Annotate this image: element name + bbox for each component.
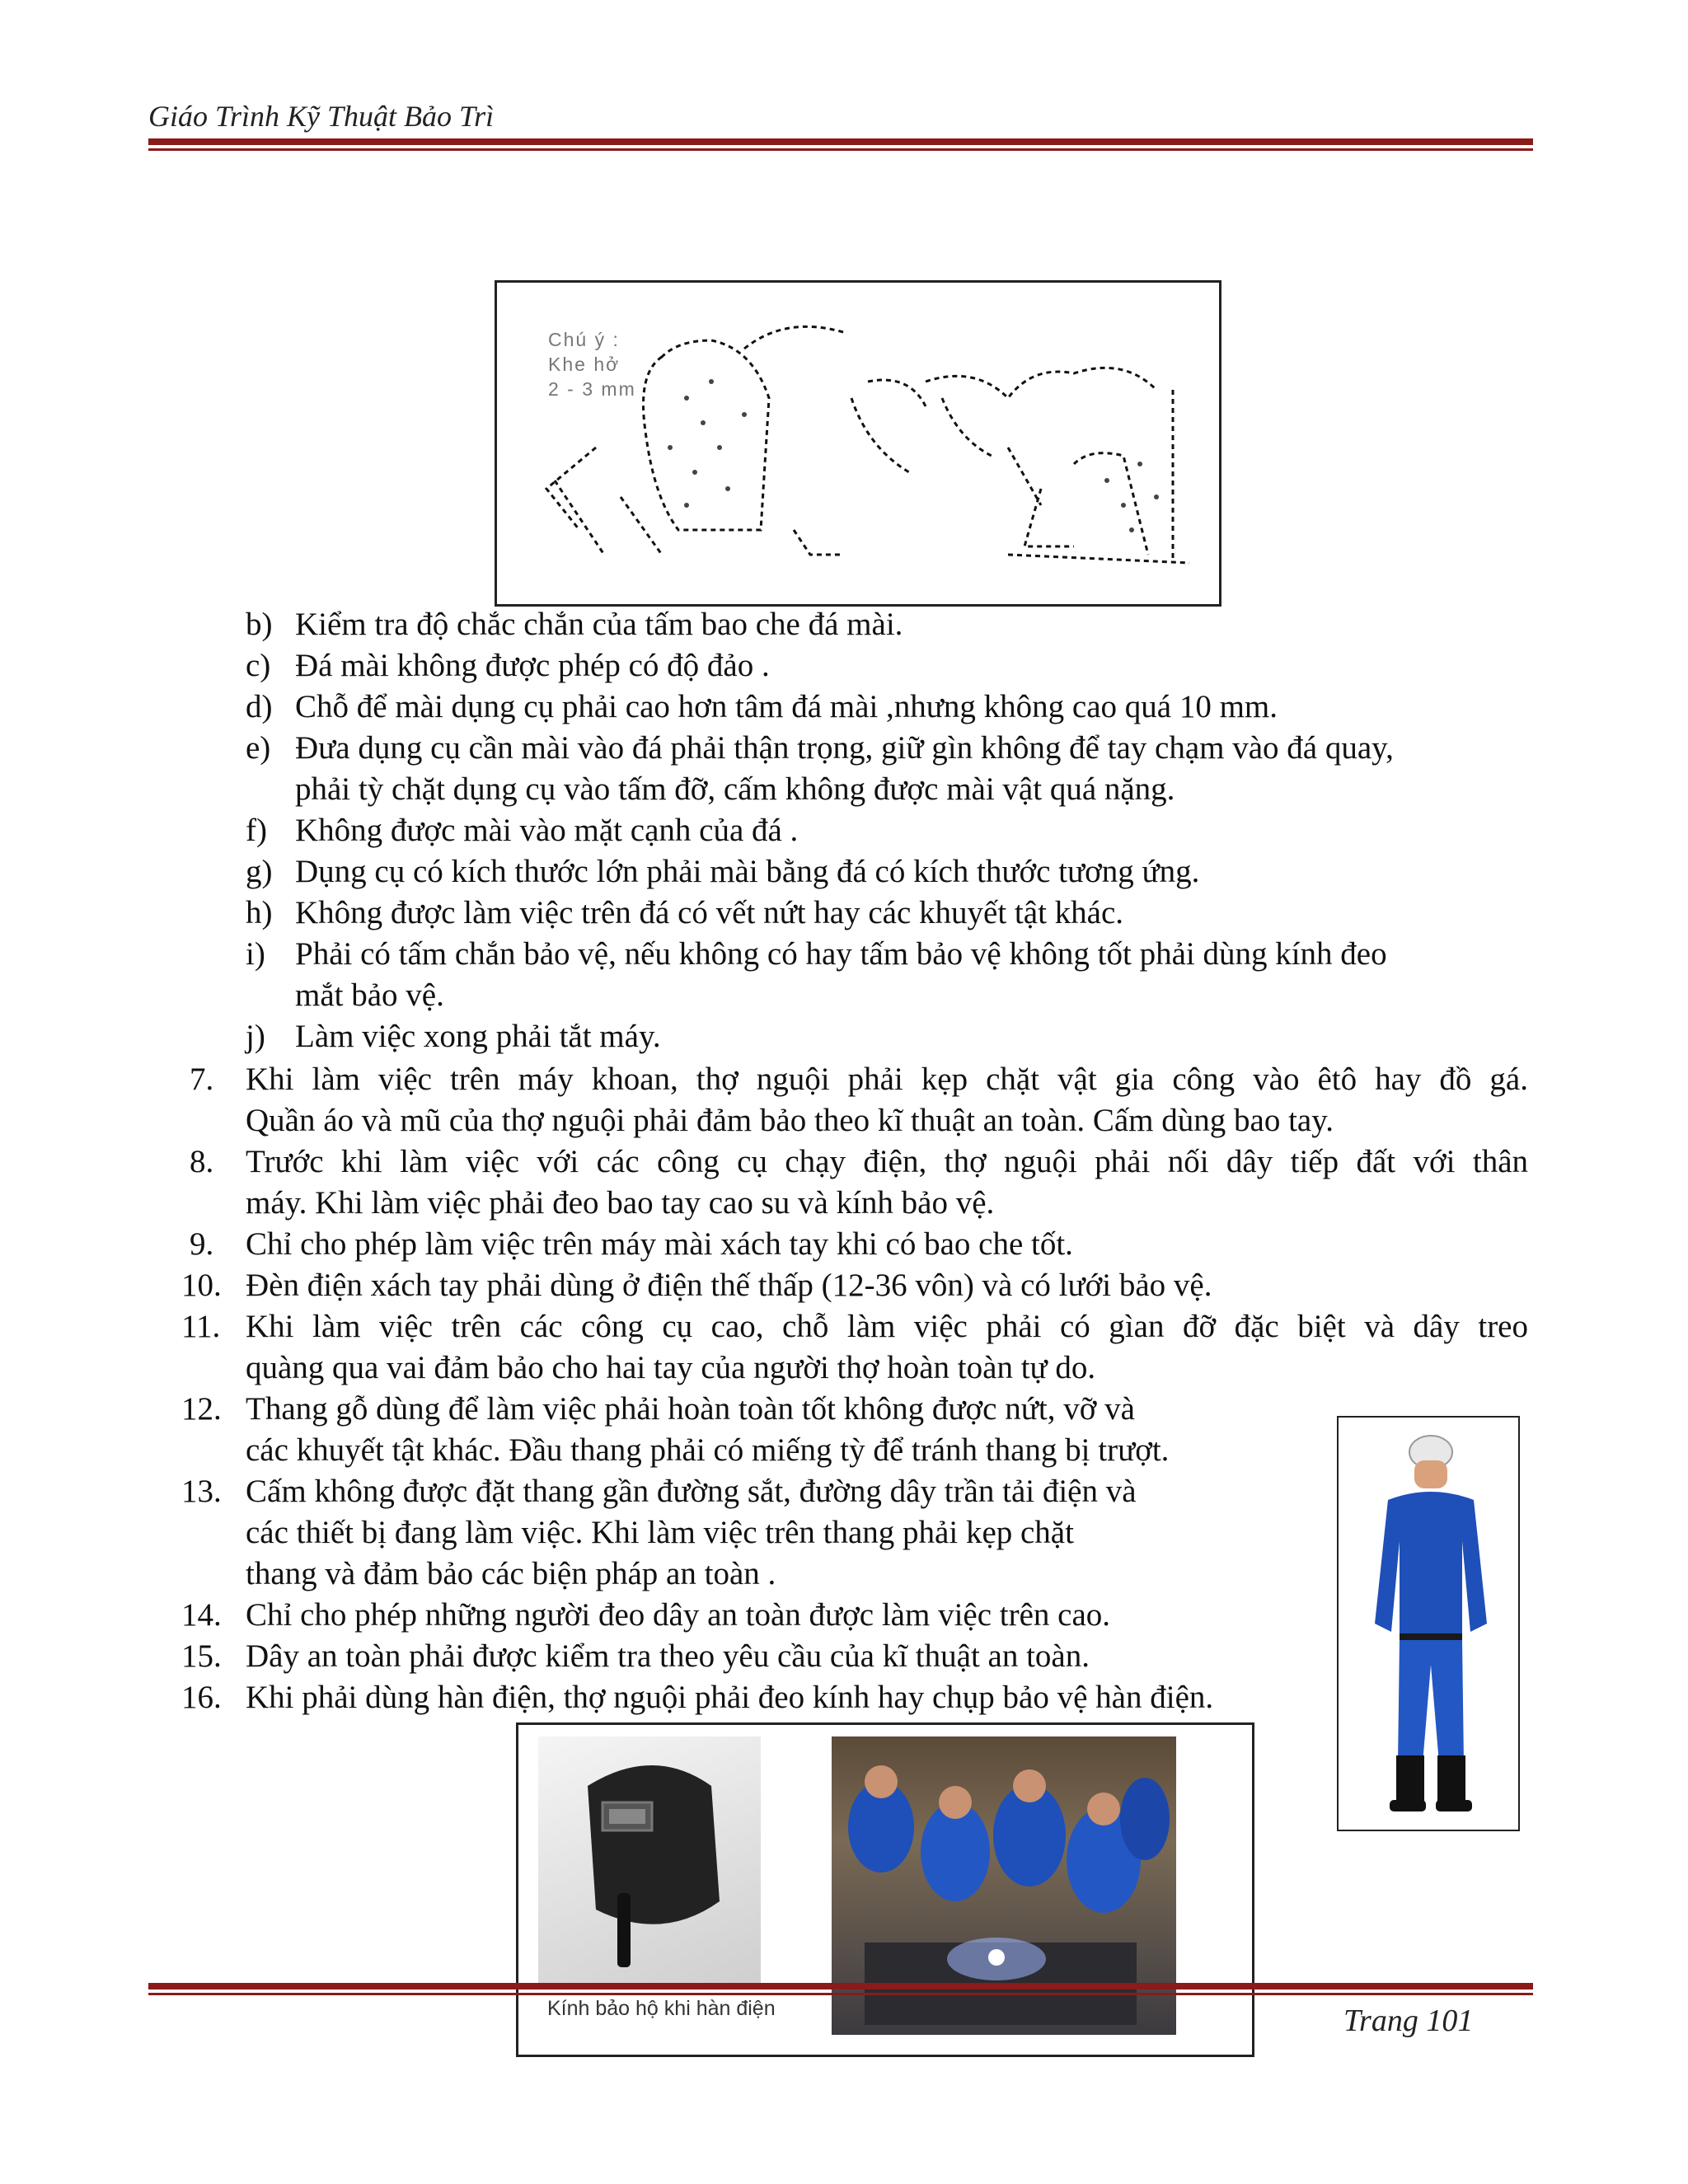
header-rule-thick — [148, 138, 1533, 145]
worker-photo-figure — [1337, 1416, 1520, 1831]
grinding-machine-sketch-icon — [497, 283, 1219, 604]
footer-rule-thick — [148, 1983, 1533, 1990]
figure-annotation: Chú ý : Khe hở 2 - 3 mm — [548, 329, 636, 400]
worker-in-blue-uniform-icon — [1339, 1418, 1515, 1826]
figure-caption: Kính bảo hộ khi hàn điện — [547, 1997, 776, 2020]
footer-rule-thin — [148, 1993, 1533, 1995]
welding-mask-photo-icon — [538, 1736, 761, 1984]
header-rule-thin — [148, 148, 1533, 151]
page-number: Trang 101 — [1343, 2004, 1474, 2038]
welding-workers-photo-icon — [832, 1736, 1176, 2035]
grinding-machine-figure — [495, 280, 1221, 607]
document-header-title: Giáo Trình Kỹ Thuật Bảo Trì — [148, 100, 495, 133]
welding-protection-figure — [516, 1722, 1254, 2057]
